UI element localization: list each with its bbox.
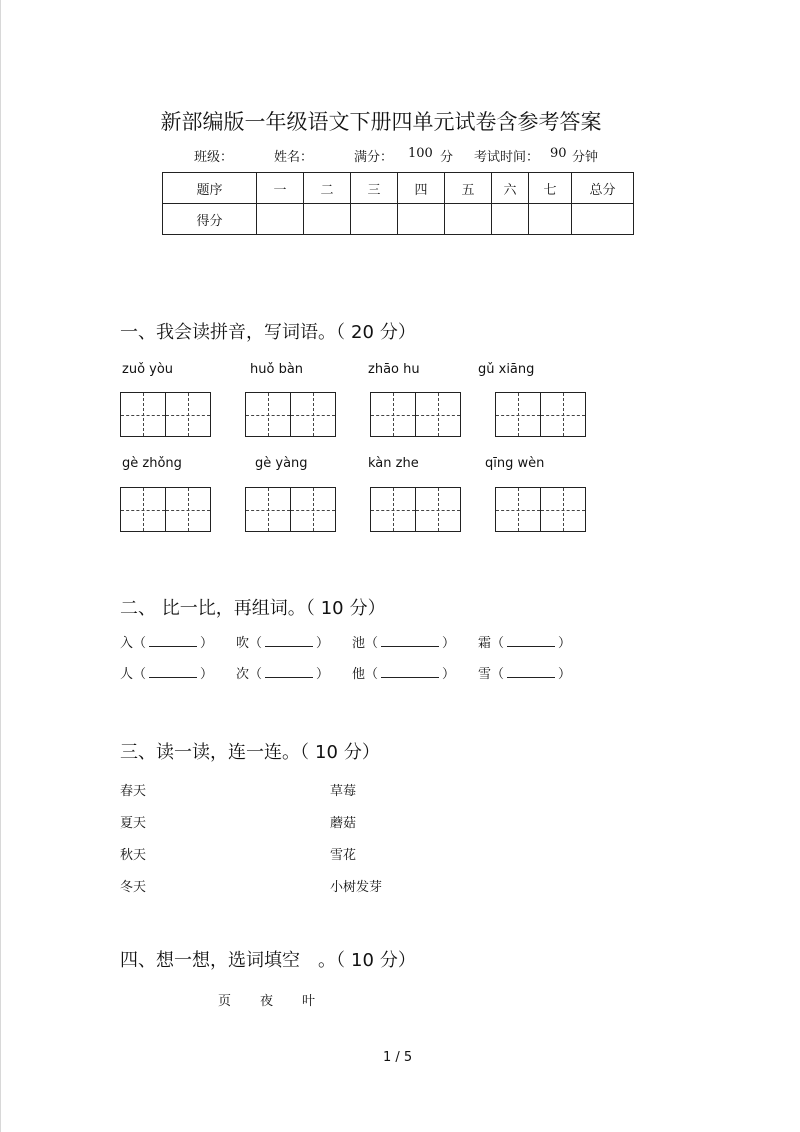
section4-title-tail: 。（ xyxy=(318,950,345,971)
score-table-header-cell: 六 xyxy=(492,173,529,204)
score-table-score-row xyxy=(163,204,634,235)
score-table-header-cell: 总分 xyxy=(572,173,634,204)
section2-heading xyxy=(120,594,386,620)
writing-cell[interactable] xyxy=(541,393,585,436)
writing-cell[interactable] xyxy=(166,393,210,436)
score-row-label: 得分 xyxy=(163,204,257,235)
season-item[interactable]: 夏天 xyxy=(120,816,147,831)
score-cell[interactable] xyxy=(492,204,529,235)
score-cell[interactable] xyxy=(529,204,572,235)
word-pair xyxy=(120,632,213,651)
score-cell[interactable] xyxy=(257,204,304,235)
score-cell[interactable] xyxy=(572,204,634,235)
section4-title: 四、想一想，选词填空 xyxy=(120,950,300,971)
score-table xyxy=(162,172,634,235)
writing-cell[interactable] xyxy=(416,488,460,531)
word-pair xyxy=(236,663,329,682)
writing-grid[interactable] xyxy=(495,392,586,437)
close-paren: ） xyxy=(316,667,330,682)
pinyin-label: gè zhǒng xyxy=(122,456,182,471)
score-table-header-cell: 一 xyxy=(257,173,304,204)
writing-cell[interactable] xyxy=(291,488,335,531)
writing-cell[interactable] xyxy=(246,393,291,436)
score-cell[interactable] xyxy=(351,204,398,235)
character-prompt: 他（ xyxy=(352,667,379,682)
writing-grid[interactable] xyxy=(245,487,336,532)
page-number: 1 / 5 xyxy=(383,1050,413,1065)
answer-blank[interactable] xyxy=(149,634,197,647)
section4-unit: 分） xyxy=(379,950,416,971)
word-pair xyxy=(236,632,329,651)
score-table-header-cell: 三 xyxy=(351,173,398,204)
character-prompt: 吹（ xyxy=(236,636,263,651)
full-score-value: 100 xyxy=(408,146,433,161)
answer-blank[interactable] xyxy=(149,665,197,678)
writing-grid[interactable] xyxy=(120,487,211,532)
writing-cell[interactable] xyxy=(496,488,541,531)
writing-cell[interactable] xyxy=(371,488,416,531)
pinyin-label: huǒ bàn xyxy=(250,362,304,377)
section3-unit: 分） xyxy=(343,742,380,763)
character-prompt: 霜（ xyxy=(478,636,505,651)
score-cell[interactable] xyxy=(304,204,351,235)
character-prompt: 入（ xyxy=(120,636,147,651)
word-pair xyxy=(352,663,455,682)
word-choice: 叶 xyxy=(302,994,316,1009)
season-item[interactable]: 秋天 xyxy=(120,848,147,863)
section1-unit: 分） xyxy=(379,322,416,343)
answer-blank[interactable] xyxy=(507,665,555,678)
section3-title: 三、读一读，连一连。（ xyxy=(120,742,309,763)
writing-grid[interactable] xyxy=(120,392,211,437)
close-paren: ） xyxy=(200,636,214,651)
section2-title: 二、 比一比，再组词。（ xyxy=(120,598,315,619)
match-item[interactable]: 草莓 xyxy=(330,784,357,799)
answer-blank[interactable] xyxy=(265,665,313,678)
character-prompt: 池（ xyxy=(352,636,379,651)
exam-time-value: 90 xyxy=(550,146,567,161)
match-item[interactable]: 小树发芽 xyxy=(330,880,383,895)
close-paren: ） xyxy=(316,636,330,651)
answer-blank[interactable] xyxy=(507,634,555,647)
writing-cell[interactable] xyxy=(496,393,541,436)
score-table-header-cell: 七 xyxy=(529,173,572,204)
word-pair xyxy=(478,632,571,651)
page-title: 新部编版一年级语文下册四单元试卷含参考答案 xyxy=(160,110,602,134)
writing-cell[interactable] xyxy=(541,488,585,531)
character-prompt: 雪（ xyxy=(478,667,505,682)
writing-cell[interactable] xyxy=(291,393,335,436)
exam-time-unit: 分钟 xyxy=(572,150,599,165)
score-table-header-cell: 五 xyxy=(445,173,492,204)
character-prompt: 次（ xyxy=(236,667,263,682)
section2-unit: 分） xyxy=(349,598,386,619)
writing-cell[interactable] xyxy=(121,488,166,531)
section1-heading xyxy=(120,318,416,344)
score-table-header-cell: 二 xyxy=(304,173,351,204)
word-choice: 夜 xyxy=(260,994,274,1009)
section1-points: 20 xyxy=(351,322,374,343)
score-table-header-cell: 题序 xyxy=(163,173,257,204)
writing-grid[interactable] xyxy=(370,487,461,532)
close-paren: ） xyxy=(442,667,456,682)
pinyin-label: qīng wèn xyxy=(485,456,545,471)
answer-blank[interactable] xyxy=(265,634,313,647)
page-edge-line xyxy=(0,0,1,1132)
match-item[interactable]: 蘑菇 xyxy=(330,816,357,831)
class-label: 班级： xyxy=(194,150,234,165)
score-cell[interactable] xyxy=(398,204,445,235)
match-item[interactable]: 雪花 xyxy=(330,848,357,863)
season-item[interactable]: 春天 xyxy=(120,784,147,799)
writing-cell[interactable] xyxy=(121,393,166,436)
pinyin-label: gǔ xiāng xyxy=(478,362,535,377)
section4-points: 10 xyxy=(351,950,374,971)
writing-cell[interactable] xyxy=(246,488,291,531)
pinyin-label: zhāo hu xyxy=(368,362,420,377)
section1-title: 一、我会读拼音，写词语。（ xyxy=(120,322,345,343)
pinyin-label: zuǒ yòu xyxy=(122,362,174,377)
word-pair xyxy=(352,632,455,651)
character-prompt: 人（ xyxy=(120,667,147,682)
word-choice: 页 xyxy=(218,994,232,1009)
word-pair xyxy=(478,663,571,682)
answer-blank[interactable] xyxy=(381,665,439,678)
section3-heading xyxy=(120,738,380,764)
full-score-label: 满分： xyxy=(354,150,394,165)
full-score-unit: 分 xyxy=(440,150,454,165)
writing-grid[interactable] xyxy=(495,487,586,532)
score-cell[interactable] xyxy=(445,204,492,235)
writing-cell[interactable] xyxy=(371,393,416,436)
pinyin-label: gè yàng xyxy=(255,456,308,471)
section2-points: 10 xyxy=(320,598,344,619)
answer-blank[interactable] xyxy=(381,634,439,647)
exam-time-label: 考试时间： xyxy=(474,150,540,165)
writing-grid[interactable] xyxy=(370,392,461,437)
close-paren: ） xyxy=(558,667,572,682)
score-table-header-row xyxy=(163,173,634,204)
score-table-header-cell: 四 xyxy=(398,173,445,204)
word-pair xyxy=(120,663,213,682)
pinyin-label: kàn zhe xyxy=(368,456,419,471)
section4-heading xyxy=(120,946,416,972)
writing-cell[interactable] xyxy=(166,488,210,531)
writing-grid[interactable] xyxy=(245,392,336,437)
writing-cell[interactable] xyxy=(416,393,460,436)
name-label: 姓名： xyxy=(274,150,314,165)
close-paren: ） xyxy=(200,667,214,682)
section3-points: 10 xyxy=(315,742,338,763)
season-item[interactable]: 冬天 xyxy=(120,880,147,895)
close-paren: ） xyxy=(558,636,572,651)
close-paren: ） xyxy=(442,636,456,651)
